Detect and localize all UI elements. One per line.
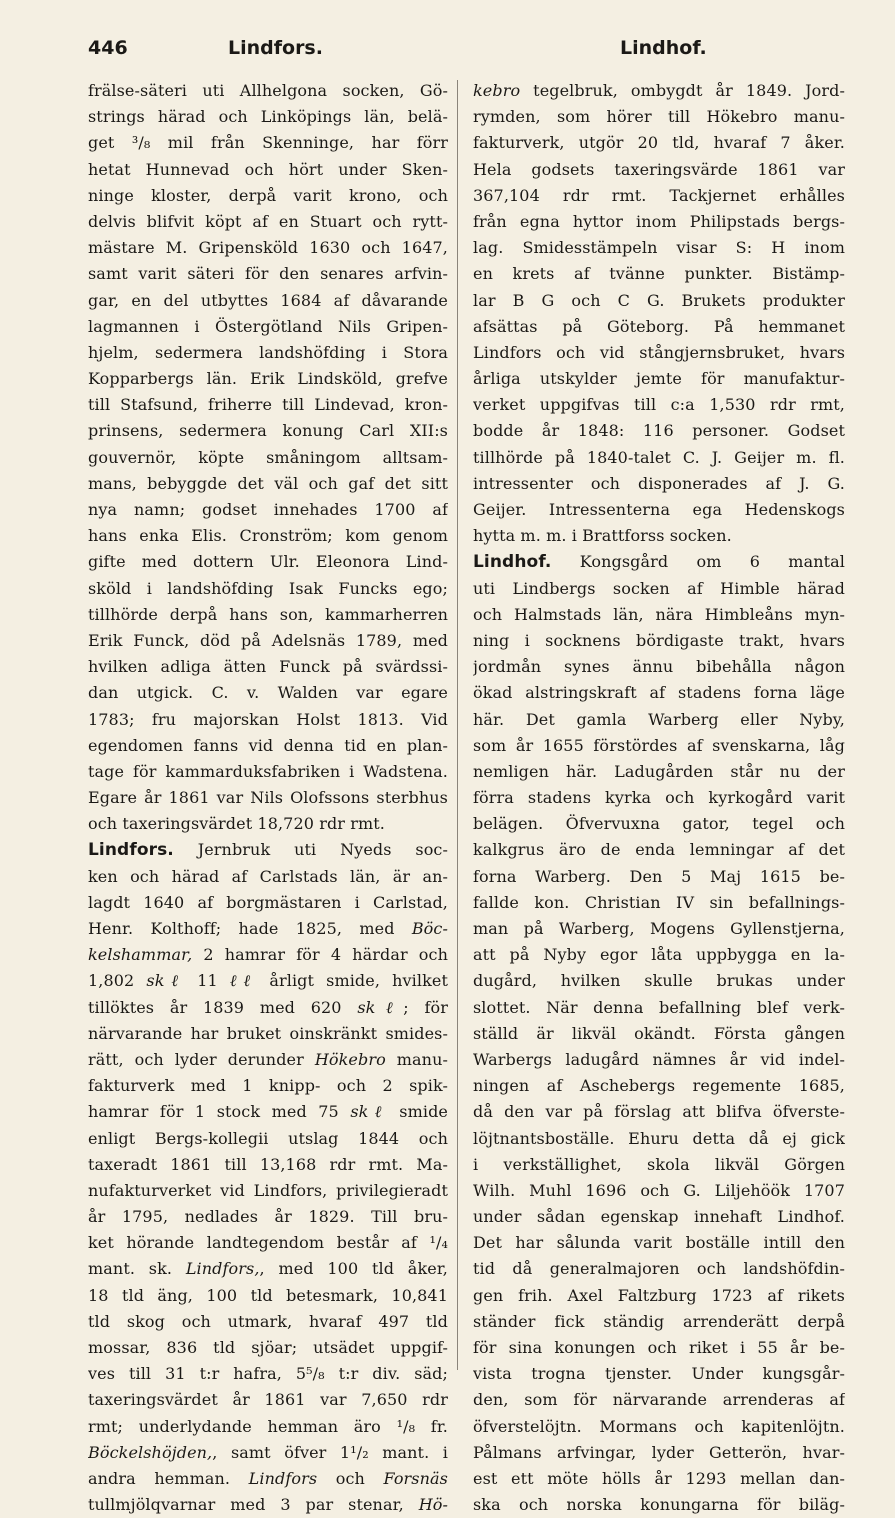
text-line: tillhörde på 1840-talet C. J. Geijer m. fl. — [473, 447, 845, 467]
text-line: frälse-säteri uti Allhelgona socken, Gö- — [88, 81, 448, 100]
text-line: delvis blifvit köpt af en Stuart och rytt- — [88, 211, 448, 231]
text-line: samt varit säteri för den senares arfvin- — [88, 264, 448, 284]
text-line: kebro tegelbruk, ombygdt år 1849. Jord- — [473, 81, 845, 100]
text-line: till Stafsund, friherre till Lindevad, kron- — [88, 395, 448, 415]
text-line: Warbergs ladugård nämnes år vid indel- — [473, 1049, 845, 1069]
text-line: fakturverk, utgör 20 tld, hvaraf 7 åker. — [473, 133, 845, 153]
text-line: kelshammar, 2 hamrar för 4 härdar och — [88, 945, 448, 965]
text-line: hytta m. m. i Brattforss socken. — [473, 526, 732, 546]
text-line: och taxeringsvärdet 18,720 rdr rmt. — [88, 814, 385, 834]
text-line: prinsens, sedermera konung Carl XII:s — [88, 421, 448, 441]
entry-heading-lindhof: Lindhof. — [473, 552, 552, 573]
text-line: Böckelshöjden,, samt öfver 1¹/₂ mant. i — [88, 1442, 448, 1462]
text-line: här. Det gamla Warberg eller Nyby, — [473, 709, 845, 729]
text-line: ställd är likväl okändt. Första gången — [473, 1023, 845, 1043]
running-header — [0, 36, 895, 66]
text-line: Henr. Kolthoff; hade 1825, med Böc- — [88, 919, 448, 938]
text-line: hamrar för 1 stock med 75 skℓ smide — [88, 1102, 448, 1122]
text-line: Geijer. Intressenterna ega Hedenskogs — [473, 500, 845, 519]
text-line: Kopparbergs län. Erik Lindsköld, grefve — [88, 369, 448, 389]
text-line: hetat Hunnevad och hört under Sken- — [88, 159, 448, 179]
text-line: dan utgick. C. v. Walden var egare — [88, 683, 448, 703]
text-line: ökad alstringskraft af stadens forna läge — [473, 683, 845, 703]
text-line: som år 1655 förstördes af svenskarna, låg — [473, 735, 845, 755]
text-line: taxeringsvärdet år 1861 var 7,650 rdr — [88, 1390, 448, 1410]
text-line: gouvernör, köpte småningom alltsam- — [88, 447, 448, 467]
header-right-title: Lindhof. — [620, 37, 707, 59]
text-line: öfverstelöjtn. Mormans och kapitenlöjtn. — [473, 1416, 845, 1436]
text-line: årliga utskylder jemte för manufaktur- — [473, 369, 845, 389]
text-line: nemligen här. Ladugården står nu der — [473, 761, 845, 781]
text-line: lagmannen i Östergötland Nils Gripen- — [88, 316, 448, 336]
text-line: afsättas på Göteborg. På hemmanet — [473, 316, 845, 336]
text-line: hans enka Elis. Cronström; kom genom — [88, 526, 448, 546]
header-left-title: Lindfors. — [228, 37, 323, 59]
text-line: fallde kon. Christian IV sin befallnings- — [473, 892, 845, 912]
text-line: hvilken adliga ätten Funck på svärdssi- — [88, 657, 448, 677]
text-line: lagdt 1640 af borgmästaren i Carlstad, — [88, 892, 448, 912]
text-line: för sina konungen och riket i 55 år be- — [473, 1338, 845, 1357]
text-line: den, som för närvarande arrenderas af — [473, 1390, 845, 1410]
text-line: Egare år 1861 var Nils Olofssons sterbhus — [88, 788, 448, 808]
text-line: tillhörde derpå hans son, kammarherren — [88, 604, 448, 624]
text-line: 1783; fru majorskan Holst 1813. Vid — [88, 709, 448, 729]
left-column — [88, 78, 448, 1518]
text-line: år 1795, nedlades år 1829. Till bru- — [88, 1207, 448, 1227]
text-line: man på Warberg, Mogens Gyllenstjerna, — [473, 919, 845, 938]
page-number: 446 — [88, 37, 128, 59]
text-line: ves till 31 t:r hafra, 5⁵/₈ t:r div. säd; — [88, 1364, 448, 1384]
text-line: Hela godsets taxeringsvärde 1861 var — [473, 159, 845, 179]
text-line: lar B G och C G. Brukets produkter — [473, 290, 845, 310]
text-line: jordmån synes ännu bibehålla någon — [473, 657, 845, 677]
text-line: 18 tld äng, 100 tld betesmark, 10,841 — [88, 1285, 448, 1305]
text-line: est ett möte hölls år 1293 mellan dan- — [473, 1468, 845, 1488]
text-line: bodde år 1848: 116 personer. Godset — [473, 421, 845, 441]
text-line: Lindhof. Kongsgård om 6 mantal — [473, 552, 845, 573]
text-line: belägen. Öfvervuxna gator, tegel och — [473, 814, 845, 834]
text-line: i verkställighet, skola likväl Görgen — [473, 1154, 845, 1174]
text-line: under sådan egenskap innehaft Lindhof. — [473, 1207, 845, 1227]
text-line: Wilh. Muhl 1696 och G. Liljehöök 1707 — [473, 1180, 845, 1200]
text-line: tid då generalmajoren och landshöfdin- — [473, 1259, 845, 1279]
text-line: taxeradt 1861 till 13,168 rdr rmt. Ma- — [88, 1154, 448, 1174]
text-line: ständer fick ständig arrenderätt derpå — [473, 1311, 845, 1331]
text-line: från egna hyttor inom Philipstads bergs- — [473, 211, 845, 231]
text-line: mans, bebyggde det väl och gaf det sitt — [88, 473, 448, 493]
right-column — [473, 78, 845, 1518]
text-line: rymden, som hörer till Hökebro manu- — [473, 107, 845, 127]
text-line: andra hemman. Lindfors och Forsnäs — [88, 1468, 448, 1488]
text-line: ken och härad af Carlstads län, är an- — [88, 866, 448, 886]
text-line: förra stadens kyrka och kyrkogård varit — [473, 788, 845, 808]
text-line: hjelm, sedermera landshöfding i Stora — [88, 342, 448, 362]
text-line: mossar, 836 tld sjöar; utsädet uppgif- — [88, 1338, 448, 1357]
text-line: en krets af tvänne punkter. Bistämp- — [473, 264, 845, 284]
text-line: Lindfors och vid stångjernsbruket, hvars — [473, 342, 845, 362]
text-line: tillöktes år 1839 med 620 skℓ; för — [88, 997, 448, 1017]
text-line: kalkgrus äro de enda lemningar af det — [473, 840, 845, 860]
text-line: ningen af Aschebergs regemente 1685, — [473, 1076, 845, 1096]
text-line: vista trogna tjenster. Under kungsgår- — [473, 1364, 845, 1384]
text-line: tullmjölqvarnar med 3 par stenar, Hö- — [88, 1495, 448, 1515]
text-line: 367,104 rdr rmt. Tackjernet erhålles — [473, 185, 845, 205]
text-line: ket hörande landtegendom består af ¹/₄ — [88, 1233, 448, 1253]
text-line: egendomen fanns vid denna tid en plan- — [88, 735, 448, 755]
text-line: ninge kloster, derpå varit krono, och — [88, 185, 448, 205]
text-line: nufakturverket vid Lindfors, privilegieradt — [88, 1180, 448, 1200]
text-line: tage för kammarduksfabriken i Wadstena. — [88, 761, 448, 781]
text-line: dugård, hvilken skulle brukas under — [473, 971, 845, 991]
text-line: närvarande har bruket oinskränkt smides- — [88, 1023, 448, 1043]
text-line: tld skog och utmark, hvaraf 497 tld — [88, 1311, 448, 1331]
text-line: mant. sk. Lindfors,, med 100 tld åker, — [88, 1259, 448, 1279]
entry-heading-lindfors: Lindfors. — [88, 840, 174, 861]
text-line: gen frih. Axel Faltzburg 1723 af rikets — [473, 1285, 845, 1305]
text-line: gar, en del utbyttes 1684 af dåvarande — [88, 290, 448, 310]
text-line: då den var på förslag att blifva öfverste- — [473, 1102, 845, 1122]
text-line: ning i socknens bördigaste trakt, hvars — [473, 630, 845, 650]
text-line: slottet. När denna befallning blef verk- — [473, 997, 845, 1017]
text-line: rätt, och lyder derunder Hökebro manu- — [88, 1049, 448, 1069]
column-divider — [457, 80, 458, 1370]
text-line: uti Lindbergs socken af Himble härad — [473, 578, 845, 598]
text-line: lag. Smidesstämpeln visar S: H inom — [473, 238, 845, 258]
text-line: fakturverk med 1 knipp- och 2 spik- — [88, 1076, 448, 1096]
text-line: enligt Bergs-kollegii utslag 1844 och — [88, 1128, 448, 1148]
text-line: verket uppgifvas till c:a 1,530 rdr rmt, — [473, 395, 845, 415]
text-line: Pålmans arfvingar, lyder Getterön, hvar- — [473, 1442, 845, 1462]
text-line: forna Warberg. Den 5 Maj 1615 be- — [473, 866, 845, 886]
text-line: nya namn; godset innehades 1700 af — [88, 500, 448, 519]
text-line: gifte med dottern Ulr. Eleonora Lind- — [88, 552, 448, 572]
text-line: intressenter och disponerades af J. G. — [473, 473, 845, 493]
text-line: Erik Funck, död på Adelsnäs 1789, med — [88, 630, 448, 650]
text-line: ska och norska konungarna för biläg- — [473, 1495, 845, 1515]
text-line: och Halmstads län, nära Himbleåns myn- — [473, 604, 845, 624]
text-line: mästare M. Gripensköld 1630 och 1647, — [88, 238, 448, 258]
text-line: löjtnantsboställe. Ehuru detta då ej gick — [473, 1128, 845, 1148]
text-line: 1,802 skℓ 11 ℓℓ årligt smide, hvilket — [88, 971, 448, 991]
text-line: att på Nyby egor låta uppbygga en la- — [473, 945, 845, 965]
text-line: Lindfors. Jernbruk uti Nyeds soc- — [88, 840, 448, 861]
text-line: rmt; underlydande hemman äro ¹/₈ fr. — [88, 1416, 448, 1436]
text-line: get ³/₈ mil från Skenninge, har förr — [88, 133, 448, 153]
text-line: sköld i landshöfding Isak Funcks ego; — [88, 578, 448, 598]
text-line: Det har sålunda varit boställe intill den — [473, 1233, 845, 1253]
text-line: strings härad och Linköpings län, belä- — [88, 107, 448, 127]
